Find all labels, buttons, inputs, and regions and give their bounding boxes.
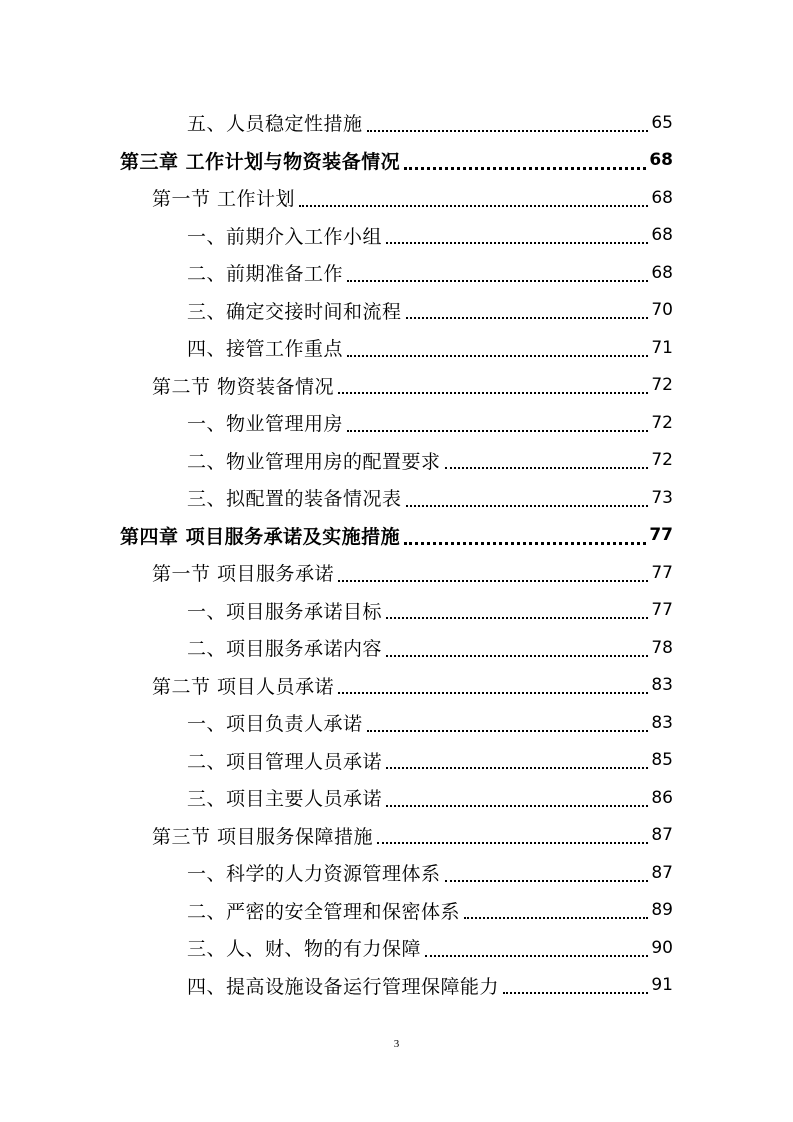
dot-leader bbox=[347, 355, 648, 357]
toc-entry-page-number: 65 bbox=[651, 112, 673, 133]
toc-entry-item[interactable] bbox=[0, 292, 793, 330]
toc-entry-page-number: 77 bbox=[651, 562, 673, 583]
toc-entry-page-number: 70 bbox=[651, 300, 673, 321]
toc-entry-page-number: 68 bbox=[651, 187, 673, 208]
toc-entry-page-number: 91 bbox=[651, 975, 673, 996]
toc-entry-title: 一、项目服务承诺目标 bbox=[187, 600, 383, 623]
dot-leader bbox=[503, 992, 648, 994]
toc-entry-item[interactable] bbox=[0, 779, 793, 817]
dot-leader bbox=[386, 767, 648, 769]
toc-entry-section[interactable] bbox=[0, 554, 793, 592]
toc-entry-title: 二、前期准备工作 bbox=[187, 263, 344, 286]
toc-entry-page-number: 90 bbox=[651, 937, 673, 958]
toc-entry-item[interactable] bbox=[0, 329, 793, 367]
dot-leader bbox=[445, 467, 649, 469]
toc-entry-title: 第一节 项目服务承诺 bbox=[152, 563, 335, 586]
dot-leader bbox=[386, 655, 648, 657]
dot-leader bbox=[299, 205, 648, 207]
dot-leader bbox=[464, 917, 648, 919]
toc-entry-section[interactable] bbox=[0, 367, 793, 405]
toc-entry-item[interactable] bbox=[0, 442, 793, 480]
dot-leader bbox=[338, 692, 648, 694]
toc-entry-page-number: 68 bbox=[651, 262, 673, 283]
toc-entry-item[interactable] bbox=[0, 892, 793, 930]
toc-entry-page-number: 87 bbox=[651, 862, 673, 883]
dot-leader bbox=[347, 430, 648, 432]
toc-entry-title: 二、严密的安全管理和保密体系 bbox=[187, 900, 461, 923]
toc-entry-page-number: 78 bbox=[651, 637, 673, 658]
toc-entry-item[interactable] bbox=[0, 967, 793, 1005]
toc-entry-page-number: 86 bbox=[651, 787, 673, 808]
toc-entry-item[interactable] bbox=[0, 854, 793, 892]
toc-entry-title: 第一节 工作计划 bbox=[152, 188, 296, 211]
toc-entry-title: 四、接管工作重点 bbox=[187, 338, 344, 361]
toc-entry-item[interactable] bbox=[0, 479, 793, 517]
dot-leader bbox=[367, 730, 649, 732]
toc-entry-page-number: 68 bbox=[649, 150, 673, 171]
toc-entry-chapter[interactable] bbox=[0, 142, 793, 180]
toc-entry-page-number: 87 bbox=[651, 825, 673, 846]
toc-entry-title: 二、项目管理人员承诺 bbox=[187, 750, 383, 773]
toc-entry-page-number: 68 bbox=[651, 225, 673, 246]
toc-entry-item[interactable] bbox=[0, 629, 793, 667]
toc-entry-item[interactable] bbox=[0, 704, 793, 742]
dot-leader bbox=[386, 805, 648, 807]
toc-entry-page-number: 85 bbox=[651, 750, 673, 771]
dot-leader bbox=[367, 130, 649, 132]
toc-entry-page-number: 73 bbox=[651, 487, 673, 508]
dot-leader bbox=[377, 842, 648, 844]
toc-entry-title: 五、人员稳定性措施 bbox=[187, 113, 363, 136]
toc-entry-title: 二、项目服务承诺内容 bbox=[187, 638, 383, 661]
toc-entry-page-number: 83 bbox=[651, 712, 673, 733]
toc-entry-item[interactable] bbox=[0, 742, 793, 780]
toc-entry-title: 三、项目主要人员承诺 bbox=[187, 788, 383, 811]
toc-entry-page-number: 72 bbox=[651, 450, 673, 471]
toc-entry-item[interactable] bbox=[0, 592, 793, 630]
toc-entry-chapter[interactable] bbox=[0, 517, 793, 555]
dot-leader bbox=[338, 392, 648, 394]
toc-entry-title: 三、确定交接时间和流程 bbox=[187, 300, 402, 323]
dot-leader bbox=[386, 617, 648, 619]
toc-entry-title: 一、前期介入工作小组 bbox=[187, 225, 383, 248]
toc-entry-section[interactable] bbox=[0, 667, 793, 705]
toc-entry-title: 第二节 项目人员承诺 bbox=[152, 675, 335, 698]
toc-entry-title: 一、物业管理用房 bbox=[187, 413, 344, 436]
toc-entry-title: 二、物业管理用房的配置要求 bbox=[187, 450, 441, 473]
toc-entry-title: 第二节 物资装备情况 bbox=[152, 375, 335, 398]
dot-leader bbox=[386, 242, 648, 244]
toc-entry-title: 三、拟配置的装备情况表 bbox=[187, 488, 402, 511]
dot-leader bbox=[406, 317, 649, 319]
toc-entry-page-number: 89 bbox=[651, 900, 673, 921]
toc-entry-page-number: 83 bbox=[651, 675, 673, 696]
dot-leader bbox=[347, 280, 648, 282]
dot-leader bbox=[404, 167, 646, 170]
toc-entry-item[interactable] bbox=[0, 404, 793, 442]
toc-entry-item[interactable] bbox=[0, 929, 793, 967]
dot-leader bbox=[338, 580, 648, 582]
toc-entry-page-number: 71 bbox=[651, 337, 673, 358]
toc-entry-item[interactable] bbox=[0, 254, 793, 292]
toc-entry-title: 第四章 项目服务承诺及实施措施 bbox=[120, 525, 401, 548]
dot-leader bbox=[406, 505, 649, 507]
toc-entry-item[interactable] bbox=[0, 104, 793, 142]
toc-entry-title: 一、科学的人力资源管理体系 bbox=[187, 863, 441, 886]
toc-entry-title: 第三节 项目服务保障措施 bbox=[152, 825, 374, 848]
page-number: 3 bbox=[393, 1038, 400, 1050]
toc-entry-title: 一、项目负责人承诺 bbox=[187, 713, 363, 736]
toc-entry-page-number: 72 bbox=[651, 412, 673, 433]
toc-entry-title: 四、提高设施设备运行管理保障能力 bbox=[187, 975, 500, 998]
toc-entry-page-number: 77 bbox=[651, 600, 673, 621]
toc-entry-page-number: 72 bbox=[651, 375, 673, 396]
dot-leader bbox=[404, 542, 646, 545]
toc-entry-section[interactable] bbox=[0, 817, 793, 855]
dot-leader bbox=[425, 955, 648, 957]
toc-entry-title: 三、人、财、物的有力保障 bbox=[187, 938, 422, 961]
toc-entry-page-number: 77 bbox=[649, 525, 673, 546]
dot-leader bbox=[445, 880, 649, 882]
toc-entry-title: 第三章 工作计划与物资装备情况 bbox=[120, 150, 401, 173]
toc-entry-section[interactable] bbox=[0, 179, 793, 217]
toc-entry-item[interactable] bbox=[0, 217, 793, 255]
table-of-contents bbox=[0, 104, 793, 1004]
